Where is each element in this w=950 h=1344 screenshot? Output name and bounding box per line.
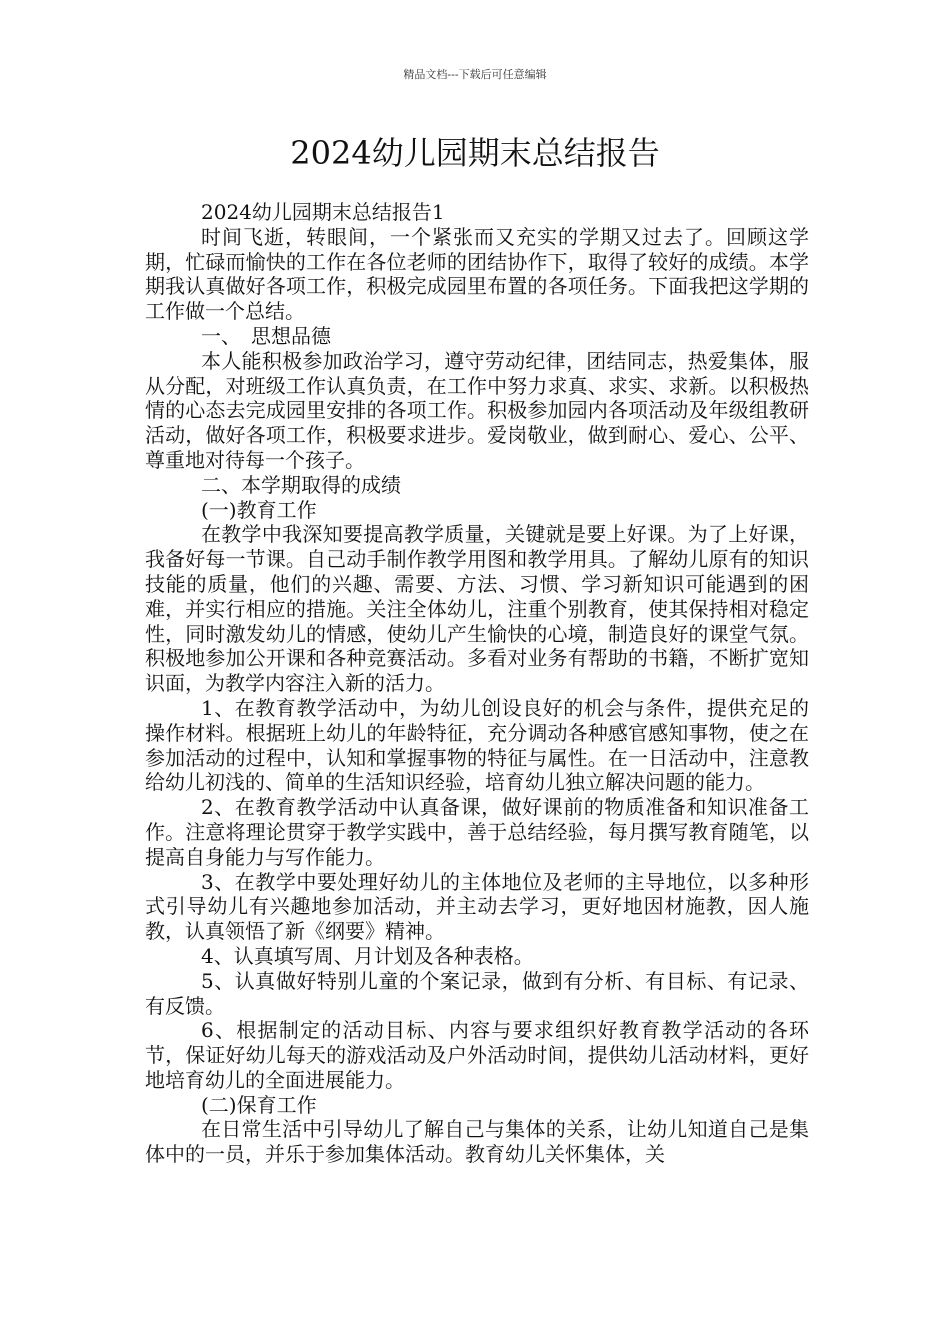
list-item-3: 3、在教学中要处理好幼儿的主体地位及老师的主导地位，以多种形式引导幼儿有兴趣地参加活动，并主动去学习，更好地因材施教，因人施教，认真领悟了新《纲要》精神。 [145,869,809,944]
ideology-paragraph: 本人能积极参加政治学习，遵守劳动纪律，团结同志，热爱集体，服从分配，对班级工作认真负责，在工作中努力求真、求实、求新。以积极热情的心态去完成园里安排的各项工作。积极参加园内各项活动及年级组教研活动，做好各项工作，积极要求进步。爱岗敬业，做到耐心、爱心、公平、尊重地对待每一个孩子。 [145,348,809,472]
list-item-4: 4、认真填写周、月计划及各种表格。 [201,943,534,968]
subsection-heading-care: (二)保育工作 [201,1092,317,1117]
list-item-2: 2、在教育教学活动中认真备课，做好课前的物质准备和知识准备工作。注意将理论贯穿于教学实践中，善于总结经验，每月撰写教育随笔，以提高自身能力与写作能力。 [145,795,809,869]
education-paragraph: 在教学中我深知要提高教学质量，关键就是要上好课。为了上好课，我备好每一节课。自己动手制作教学用图和教学用具。了解幼儿原有的知识技能的质量，他们的兴趣、需要、方法、习惯、学习新知识可能遇到的困难，并实行相应的措施。关注全体幼儿，注重个别教育，使其保持相对稳定性，同时激发幼儿的情感，使幼儿产生愉快的心境，制造良好的课堂气氛。积极地参加公开课和各种竞赛活动。多看对业务有帮助的书籍，不断扩宽知识面，为教学内容注入新的活力。 [145,522,809,696]
list-item-6: 6、根据制定的活动目标、内容与要求组织好教育教学活动的各环节，保证好幼儿每天的游戏活动及户外活动时间，提供幼儿活动材料，更好地培育幼儿的全面进展能力。 [145,1018,809,1092]
header-note: 精品文档---下载后可任意编辑 [403,68,547,81]
section-heading-ideology: 一、 思想品德 [201,323,331,348]
section-heading-achievements: 二、本学期取得的成绩 [201,472,401,497]
list-item-5: 5、认真做好特别儿童的个案记录，做到有分析、有目标、有记录、有反馈。 [145,968,809,1018]
list-item-1: 1、在教育教学活动中，为幼儿创设良好的机会与条件，提供充足的操作材料。根据班上幼儿的年龄特征，充分调动各种感官感知事物，使之在参加活动的过程中，认知和掌握事物的特征与属性。在一日活动中，注意教给幼儿初浅的、简单的生活知识经验，培育幼儿独立解决问题的能力。 [145,695,809,795]
subtitle-paragraph: 2024幼儿园期末总结报告1 [201,200,445,224]
subsection-heading-education: (一)教育工作 [201,497,317,522]
document-body [145,200,809,1167]
intro-paragraph: 时间飞逝，转眼间，一个紧张而又充实的学期又过去了。回顾这学期，忙碌而愉快的工作在各位老师的团结协作下，取得了较好的成绩。本学期我认真做好各项工作，积极完成园里布置的各项任务。下面我把这学期的工作做一个总结。 [145,224,809,324]
document-title: 2024幼儿园期末总结报告 [290,134,660,172]
care-paragraph: 在日常生活中引导幼儿了解自己与集体的关系，让幼儿知道自己是集体中的一员，并乐于参加集体活动。教育幼儿关怀集体，关 [145,1117,809,1167]
